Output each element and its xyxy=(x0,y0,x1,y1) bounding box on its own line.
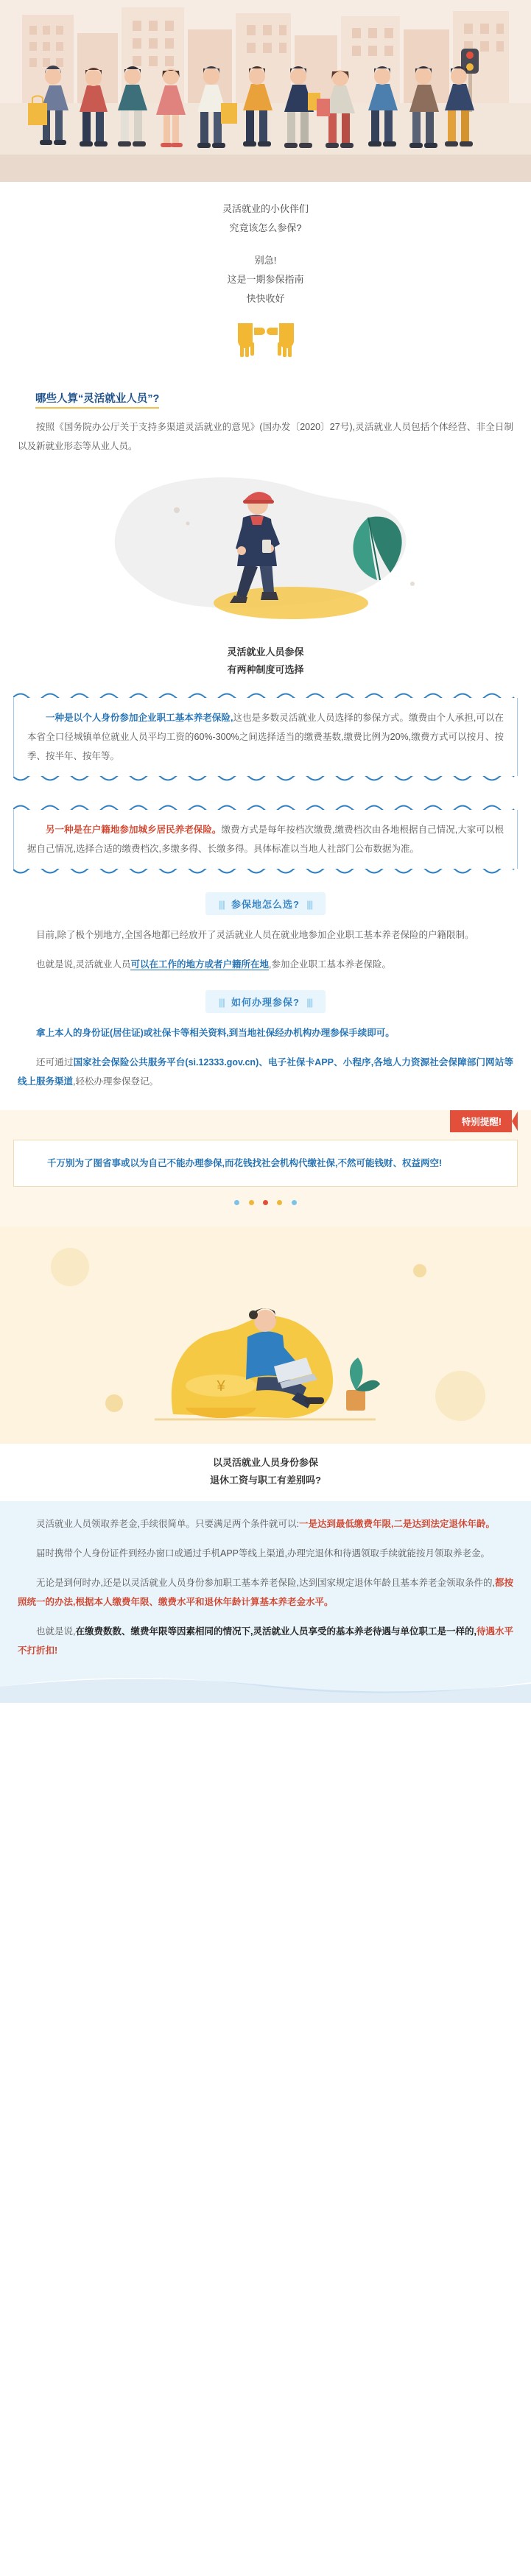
section-3-paragraph-2 xyxy=(18,955,513,974)
option-box-2-body: 缴费方式是每年按档次缴费,缴费档次由各地根据自己情况,大家可以根据自己情况,选择合适的缴费档次,多缴多得、长缴多得。具体标准以当地人社部门公布数据为准。 xyxy=(27,825,504,854)
option-box-1-body: 这也是多数灵活就业人员选择的参保方式。缴费由个人承担,可以在本省全口径城镇单位就业人员平均工资的60%-300%之间选择适当的缴费基数,缴费比例为20%,缴费方式可以按月、按季、按半年、按年等。 xyxy=(27,713,504,761)
option-box-1-text xyxy=(27,708,504,766)
decorative-dots xyxy=(0,1187,531,1209)
dot-3 xyxy=(263,1200,268,1205)
section-6-p4-post: 待遇水平不打折扣! xyxy=(18,1626,513,1656)
intro-line-4: 这是一期参保指南 xyxy=(227,274,304,285)
section-6-p3-pre: 无论是到何时办,还是以灵活就业人员身份参加职工基本养老保险,达到国家规定退休年龄且基本养老金领取条件的, xyxy=(36,1578,495,1588)
tip-banner xyxy=(13,1110,518,1132)
section-5-title-line-2: 退休工资与职工有差别吗? xyxy=(210,1475,321,1486)
section-3-heading-text: 参保地怎么选? xyxy=(231,899,300,910)
section-4-p1-highlight: 拿上本人的身份证(居住证)或社保卡等相关资料,到当地社保经办机构办理参保手续即可。 xyxy=(36,1028,395,1038)
section-6-p1-highlight-2: 二是达到法定退休年龄。 xyxy=(393,1519,495,1529)
dot-1 xyxy=(234,1200,239,1205)
heading-bars-left-2: ||| xyxy=(218,997,225,1008)
section-4-p2-post: ,轻松办理参保登记。 xyxy=(73,1076,158,1087)
intro-text xyxy=(0,182,531,316)
section-5-title-line-1: 以灵活就业人员身份参保 xyxy=(212,1457,318,1468)
option-box-enterprise-pension xyxy=(13,691,518,783)
section-4-p2-pre: 还可通过 xyxy=(36,1057,74,1068)
intro-line-3: 别急! xyxy=(254,255,277,266)
section-4-paragraph-1 xyxy=(18,1023,513,1042)
footer-wave-decoration xyxy=(0,1675,531,1703)
section-6-p3-highlight: 都按照统一的办法,根据本人缴费年限、缴费水平和退休年龄计算基本养老金水平。 xyxy=(18,1578,513,1607)
wave-divider-bottom xyxy=(13,776,518,783)
section-6-paragraph-3 xyxy=(18,1573,513,1612)
dot-4 xyxy=(277,1200,282,1205)
intro-line-2: 究竟该怎么参保? xyxy=(229,222,302,233)
section-1-heading: 哪些人算“灵活就业人员”? xyxy=(35,390,159,409)
section-2-title xyxy=(0,639,531,691)
dot-2 xyxy=(249,1200,254,1205)
dot-5 xyxy=(292,1200,297,1205)
heading-bars-left: ||| xyxy=(218,899,225,910)
section-2-title-line-1: 灵活就业人员参保 xyxy=(227,646,304,657)
section-1-paragraph: 按照《国务院办公厅关于支持多渠道灵活就业的意见》(国办发〔2020〕27号),灵活就业人员包括个体经营、非全日制以及新就业形态等从业人员。 xyxy=(18,422,513,451)
wave-divider-bottom-2 xyxy=(13,869,518,876)
svg-text:¥: ¥ xyxy=(217,1378,225,1394)
section-2-title-line-2: 有两种制度可选择 xyxy=(227,664,304,675)
section-4-heading-text: 如何办理参保? xyxy=(231,997,300,1008)
heading-bars-right: ||| xyxy=(306,899,313,910)
section-3-heading xyxy=(0,892,531,915)
section-6-p1-pre: 灵活就业人员领取养老金,手续很简单。只要满足两个条件就可以: xyxy=(36,1519,299,1529)
man-sitting-on-coins-with-laptop-illustration xyxy=(0,1227,531,1444)
tip-flag-label: 特别提醒! xyxy=(450,1110,518,1132)
city-crowd-illustration xyxy=(0,0,531,182)
section-6-paragraph-1 xyxy=(18,1514,513,1534)
option-box-resident-pension xyxy=(13,802,518,876)
option-box-1-lead: 一种是以个人身份参加企业职工基本养老保险, xyxy=(46,713,233,723)
section-1-heading-wrap xyxy=(0,384,531,417)
special-tip-section xyxy=(0,1110,531,1227)
man-walking-with-phone-illustration xyxy=(0,466,531,639)
hero-illustration xyxy=(0,0,531,182)
section-6-p4-pre: 也就是说, xyxy=(36,1626,76,1637)
section-6-paragraph-4 xyxy=(18,1622,513,1660)
intro-line-5: 快快收好 xyxy=(246,293,285,304)
wave-divider-top xyxy=(13,691,518,698)
section-6-p4-highlight: 在缴费数数、缴费年限等因素相同的情况下,灵活就业人员享受的基本养老待遇与单位职工是一样的, xyxy=(75,1626,477,1637)
tip-box-text: 千万别为了图省事或以为自己不能办理参保,而花钱找社会机构代缴社保,不然可能钱财、权益两空! xyxy=(13,1140,518,1187)
section-5-title xyxy=(0,1444,531,1501)
wave-divider-top-2 xyxy=(13,802,518,810)
section-6-paragraph-2: 届时携带个人身份证件到经办窗口或通过手机APP等线上渠道,办理完退休和待遇领取手续就能按月领取养老金。 xyxy=(36,1548,490,1559)
section-4-heading xyxy=(0,990,531,1013)
heading-bars-right-2: ||| xyxy=(306,997,313,1008)
option-box-2-text xyxy=(27,820,504,858)
pointing-hands-icon xyxy=(0,316,531,384)
section-4-p2-highlight: 国家社会保险公共服务平台(si.12333.gov.cn)、电子社保卡APP、小程序,各地人力资源社会保障部门网站等线上服务渠道 xyxy=(18,1057,513,1087)
section-3-p2-pre: 也就是说,灵活就业人员 xyxy=(36,959,131,970)
section-4-paragraph-2 xyxy=(18,1053,513,1091)
section-3-p2-highlight: 可以在工作的地方或者户籍所在地 xyxy=(130,959,269,970)
option-box-2-lead: 另一种是在户籍地参加城乡居民养老保险。 xyxy=(46,825,222,835)
section-6-blue-band xyxy=(0,1501,531,1675)
section-6-p1-highlight-1: 一是达到最低缴费年限, xyxy=(298,1519,394,1529)
intro-line-1: 灵活就业的小伙伴们 xyxy=(222,203,309,214)
section-3-paragraph-1: 目前,除了极个别地方,全国各地都已经放开了灵活就业人员在就业地参加企业职工基本养老保险的户籍限制。 xyxy=(36,930,474,940)
section-3-p2-post: ,参加企业职工基本养老保险。 xyxy=(269,959,391,970)
